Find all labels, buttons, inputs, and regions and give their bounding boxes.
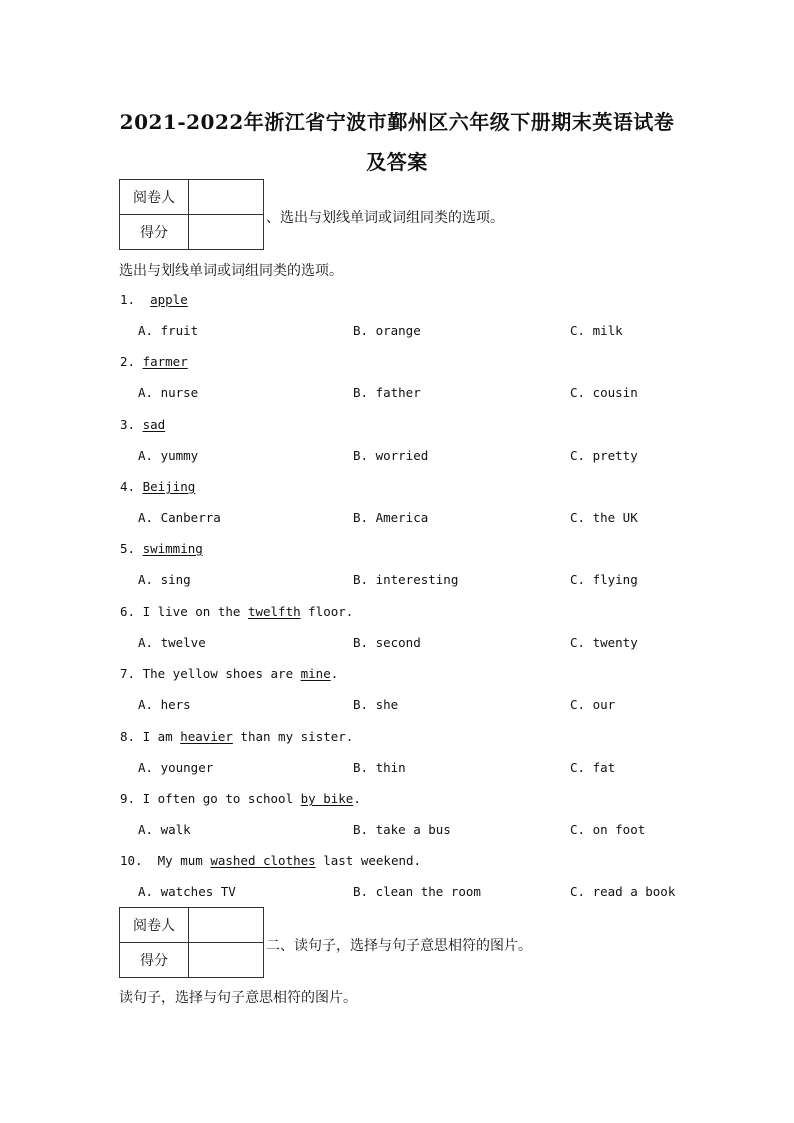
option-b[interactable]: B. interesting [353, 572, 459, 587]
option-b[interactable]: B. take a bus [353, 822, 451, 837]
option-a[interactable]: A. yummy [138, 448, 199, 463]
option-c[interactable]: C. on foot [570, 822, 646, 837]
underlined-word: twelfth [247, 604, 301, 619]
score-box-section2 [119, 907, 264, 978]
score-blank [189, 215, 264, 250]
question-text: . [330, 666, 339, 681]
option-b[interactable]: B. father [353, 385, 421, 400]
question-stem [120, 729, 353, 744]
option-b[interactable]: B. clean the room [353, 884, 481, 899]
underlined-word: by bike [300, 791, 354, 806]
option-a[interactable]: A. fruit [138, 323, 199, 338]
question-number: 3. [120, 417, 143, 432]
option-a[interactable]: A. Canberra [138, 510, 221, 525]
option-c[interactable]: C. our [570, 697, 616, 712]
option-b[interactable]: B. thin [353, 760, 406, 775]
document-title-line2: 及答案 [366, 150, 428, 174]
question-stem [120, 791, 361, 806]
reviewer-blank [189, 908, 264, 943]
option-c[interactable]: C. twenty [570, 635, 638, 650]
question-number: 6. [120, 604, 143, 619]
section1-heading: 、选出与划线单词或词组同类的选项。 [266, 210, 504, 226]
option-c[interactable]: C. fat [570, 760, 616, 775]
question-number: 10. [120, 853, 158, 868]
question-number: 8. [120, 729, 143, 744]
underlined-word: Beijing [142, 479, 196, 494]
question-number: 4. [120, 479, 143, 494]
option-b[interactable]: B. worried [353, 448, 429, 463]
option-a[interactable]: A. twelve [138, 635, 206, 650]
question-text: My mum [157, 853, 211, 868]
section2-instruction: 读句子，选择与句子意思相符的图片。 [119, 990, 357, 1006]
section1-instruction: 选出与划线单词或词组同类的选项。 [119, 263, 343, 279]
option-c[interactable]: C. the UK [570, 510, 638, 525]
question-stem [120, 417, 165, 432]
reviewer-blank [189, 180, 264, 215]
option-a[interactable]: A. walk [138, 822, 191, 837]
question-number: 1. [120, 292, 151, 307]
question-text: The yellow shoes are [142, 666, 301, 681]
option-a[interactable]: A. nurse [138, 385, 199, 400]
option-c[interactable]: C. cousin [570, 385, 638, 400]
question-text: I live on the [142, 604, 248, 619]
option-a[interactable]: A. sing [138, 572, 191, 587]
question-stem [120, 666, 338, 681]
question-number: 2. [120, 354, 143, 369]
underlined-word: apple [150, 292, 188, 307]
underlined-word: farmer [142, 354, 188, 369]
question-text: . [353, 791, 361, 806]
option-c[interactable]: C. read a book [570, 884, 676, 899]
option-b[interactable]: B. she [353, 697, 399, 712]
question-stem [120, 292, 188, 307]
document-title-line1: 2021-2022年浙江省宁波市鄞州区六年级下册期末英语试卷 [119, 110, 675, 134]
question-stem [120, 853, 421, 868]
score-label: 得分 [120, 215, 189, 250]
question-text: I often go to school [142, 791, 301, 806]
score-blank [189, 943, 264, 978]
underlined-word: washed clothes [210, 853, 316, 868]
option-a[interactable]: A. younger [138, 760, 214, 775]
option-c[interactable]: C. flying [570, 572, 638, 587]
score-box-section1 [119, 179, 264, 250]
reviewer-label: 阅卷人 [120, 908, 189, 943]
underlined-word: sad [142, 417, 166, 432]
question-stem [120, 354, 188, 369]
reviewer-label: 阅卷人 [120, 180, 189, 215]
option-b[interactable]: B. orange [353, 323, 421, 338]
underlined-word: heavier [180, 729, 233, 744]
question-text: I am [142, 729, 181, 744]
option-b[interactable]: B. America [353, 510, 429, 525]
option-a[interactable]: A. watches TV [138, 884, 236, 899]
question-number: 5. [120, 541, 143, 556]
question-number: 9. [120, 791, 143, 806]
option-a[interactable]: A. hers [138, 697, 191, 712]
option-c[interactable]: C. pretty [570, 448, 638, 463]
option-b[interactable]: B. second [353, 635, 421, 650]
option-c[interactable]: C. milk [570, 323, 623, 338]
question-text: floor. [300, 604, 354, 619]
question-stem [120, 604, 353, 619]
question-text: than my sister. [232, 729, 354, 744]
question-text: last weekend. [315, 853, 422, 868]
question-stem [120, 479, 195, 494]
score-label: 得分 [120, 943, 189, 978]
section2-heading: 二、读句子，选择与句子意思相符的图片。 [266, 938, 532, 954]
question-number: 7. [120, 666, 143, 681]
underlined-word: swimming [142, 541, 203, 556]
question-stem [120, 541, 203, 556]
underlined-word: mine [300, 666, 331, 681]
